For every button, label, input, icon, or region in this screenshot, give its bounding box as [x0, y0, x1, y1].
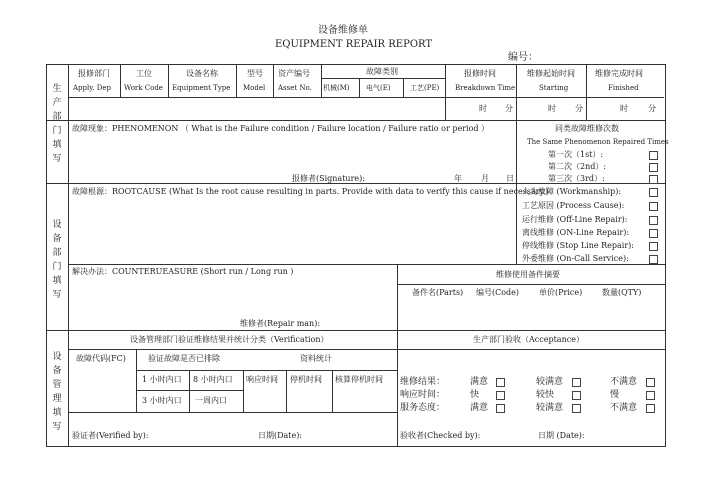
date-month: 月: [481, 174, 489, 183]
rootcause-label: 故障根源：ROOTCAUSE (What Is the root cause resulting in parts. Provide with data to verify this cause if necessary.): [72, 187, 549, 196]
line: [243, 370, 244, 412]
repair-times-1: [548, 151, 658, 159]
result-label: 维修结果：: [400, 377, 446, 387]
process-header: 工艺(PE): [410, 84, 440, 92]
checkbox[interactable]: [649, 202, 658, 211]
checkbox[interactable]: [649, 255, 658, 264]
repair-times-2: [548, 163, 658, 171]
line: [68, 264, 666, 265]
cause-label: 外委维修 (On-Call Service):: [522, 254, 629, 263]
breakdown-header-cn: 报修时间: [464, 69, 496, 78]
verified-date-label: 日期(Date):: [258, 431, 303, 440]
response-time-col: 响应时间: [246, 375, 278, 384]
line: [168, 64, 169, 97]
line: [46, 120, 666, 121]
checkbox[interactable]: [572, 391, 581, 400]
date-day: 日: [506, 174, 514, 183]
same-phenomenon-title: 同类故障维修次数: [555, 124, 619, 133]
verify-fault-removed-label: 验证故障是否已排除: [148, 354, 220, 363]
calc-downtime-col: 核算停机时间: [335, 375, 383, 384]
asset-header-cn: 资产编号: [278, 69, 310, 78]
breakdown-header-en: Breakdown Time: [455, 84, 516, 92]
model-header-cn: 型号: [247, 69, 263, 78]
within-3-hours: 3 小时内口: [142, 396, 182, 405]
finish-header-en: Finished: [608, 84, 639, 92]
equip-header-en: Equipment Type: [172, 84, 231, 92]
line: [586, 64, 587, 120]
result-opt-b: 较满意: [536, 377, 564, 387]
line: [516, 64, 517, 120]
service-opt-b: 较满意: [536, 403, 564, 413]
fault-category-header: 故障类别: [366, 67, 398, 76]
line: [321, 64, 322, 97]
repair-times-2-label: 第二次（2nd）:: [548, 162, 607, 171]
line: [46, 64, 666, 65]
finish-hour: 时: [620, 104, 628, 113]
workcode-header-en: Work Code: [124, 84, 163, 92]
start-header-cn: 维修起始时间: [527, 69, 575, 78]
line: [68, 412, 397, 413]
line: [68, 97, 664, 98]
line: [236, 64, 237, 97]
service-opt-a: 满意: [470, 403, 489, 413]
checkbox[interactable]: [496, 391, 505, 400]
checkbox[interactable]: [649, 216, 658, 225]
finish-header-cn: 维修完成时间: [595, 69, 643, 78]
parts-col-qty: 数量(QTY): [602, 288, 642, 297]
line: [46, 330, 666, 331]
reporter-signature-label: 报修者(Signature):: [292, 174, 365, 183]
checkbox[interactable]: [496, 378, 505, 387]
line: [46, 183, 666, 184]
breakdown-minute: 分: [505, 104, 513, 113]
line: [397, 264, 398, 446]
parts-col-name: 备件名(Parts): [412, 288, 464, 297]
cause-stopline: [522, 242, 658, 250]
date-year: 年: [454, 174, 462, 183]
checkbox[interactable]: [646, 378, 655, 387]
dept-header-en: Apply. Dep: [73, 84, 111, 92]
parts-summary-title: 维修使用备件摘要: [496, 270, 560, 279]
line: [398, 284, 666, 285]
result-opt-a: 满意: [470, 377, 489, 387]
line: [273, 64, 274, 97]
report-number-label: 编号：: [508, 52, 538, 63]
line: [665, 64, 666, 446]
cause-process: [522, 202, 658, 210]
repair-times-3-label: 第三次（3rd）:: [548, 174, 605, 183]
cause-label: 工艺原因 (Process Cause):: [522, 201, 625, 210]
checkbox[interactable]: [649, 151, 658, 160]
checkbox[interactable]: [572, 378, 581, 387]
title-cn: 设备维修单: [318, 25, 368, 36]
cause-offline: [522, 216, 658, 224]
result-opt-c: 不满意: [610, 377, 638, 387]
elec-header: 电气(E): [366, 84, 391, 92]
parts-col-price: 单价(Price): [539, 288, 583, 297]
downtime-col: 停机时间: [290, 375, 322, 384]
fault-code-label: 故障代码(FC): [76, 354, 126, 363]
countermeasure-label: 解决办法：COUNTERUEASURE (Short run / Long run ): [72, 267, 294, 276]
verified-by-label: 验证者(Verified by):: [72, 431, 149, 440]
repair-times-3: [548, 175, 658, 183]
same-phenomenon-en: The Same Phenomenon Repaired Times: [527, 138, 669, 146]
checkbox[interactable]: [649, 242, 658, 251]
within-8-hours: 8 小时内口: [193, 375, 233, 384]
line: [136, 349, 137, 412]
data-statistics-label: 资料统计: [300, 354, 332, 363]
cause-label: 人为故障 (Workmanship):: [522, 187, 622, 196]
cause-online: [522, 229, 658, 237]
within-1-week: 一周内口: [195, 396, 227, 405]
checkbox[interactable]: [649, 188, 658, 197]
asset-header-en: Asset No.: [278, 84, 312, 92]
breakdown-hour: 时: [479, 104, 487, 113]
acceptance-header: 生产部门验收（Acceptance）: [473, 335, 584, 344]
mech-header: 机械(M): [323, 84, 350, 92]
line: [46, 64, 47, 446]
start-minute: 分: [575, 104, 583, 113]
response-label: 响应时间：: [400, 390, 446, 400]
cause-label: 离线维修 (ON-Line Repair):: [522, 228, 630, 237]
line: [403, 78, 404, 97]
cause-label: 运行维修 (Off-Line Repair):: [522, 215, 628, 224]
equip-header-cn: 设备名称: [186, 69, 218, 78]
service-label: 服务态度：: [400, 403, 446, 413]
response-opt-c: 慢: [610, 390, 620, 400]
checked-by-label: 验收者(Checked by):: [400, 431, 481, 440]
checked-date-label: 日期 (Date):: [538, 431, 585, 440]
workcode-header-cn: 工位: [136, 69, 152, 78]
side-label-verification: 设备管理填写: [52, 352, 62, 432]
checkbox[interactable]: [496, 404, 505, 413]
line: [445, 64, 446, 120]
line: [359, 78, 360, 97]
start-hour: 时: [548, 104, 556, 113]
line: [120, 64, 121, 97]
finish-minute: 分: [648, 104, 656, 113]
dept-header-cn: 报修部门: [78, 69, 110, 78]
line: [286, 370, 287, 412]
cause-oncall: [522, 255, 658, 263]
line: [136, 370, 397, 371]
checkbox[interactable]: [649, 175, 658, 184]
response-opt-b: 较快: [536, 390, 555, 400]
line: [332, 370, 333, 412]
line: [68, 349, 666, 350]
service-opt-c: 不满意: [610, 403, 638, 413]
parts-col-code: 编号(Code): [476, 288, 520, 297]
checkbox[interactable]: [649, 163, 658, 172]
checkbox[interactable]: [649, 229, 658, 238]
model-header-en: Model: [243, 84, 266, 92]
checkbox[interactable]: [572, 404, 581, 413]
cause-workmanship: [522, 188, 658, 196]
side-label-production: 生产部门填写: [52, 84, 62, 164]
line: [321, 78, 445, 79]
repairman-label: 维修者(Repair man):: [240, 319, 321, 328]
line: [46, 446, 666, 447]
verification-header: 设备管理部门验证维修结果并统计分类（Verification）: [130, 335, 329, 344]
phenomenon-label: 故障现象：PHENOMENON （ What is the Failure condition / Failure location / Failure ratio or period ）: [72, 124, 490, 133]
side-label-equipment: 设备部门填写: [52, 220, 62, 300]
checkbox[interactable]: [646, 391, 655, 400]
cause-label: 停线维修 (Stop Line Repair):: [522, 241, 634, 250]
response-opt-a: 快: [470, 390, 480, 400]
title-en: EQUIPMENT REPAIR REPORT: [275, 39, 433, 50]
repair-times-1-label: 第一次（1st）:: [548, 150, 604, 159]
line: [189, 370, 190, 412]
checkbox[interactable]: [646, 404, 655, 413]
within-1-hour: 1 小时内口: [142, 375, 182, 384]
line: [68, 64, 69, 446]
start-header-en: Starting: [539, 84, 569, 92]
